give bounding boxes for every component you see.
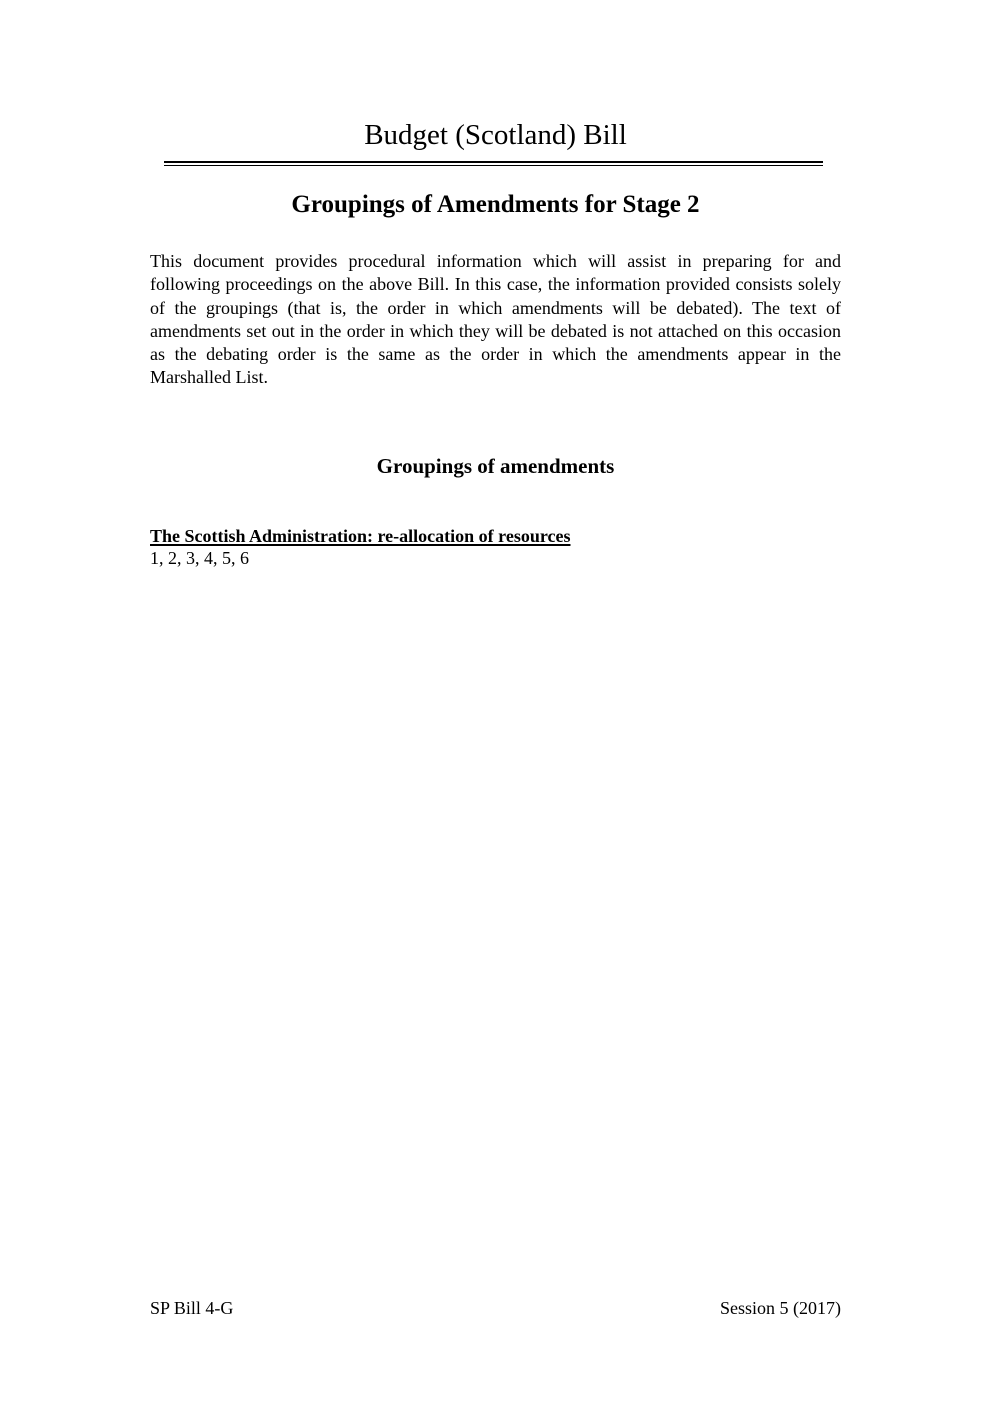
footer-bill-reference: SP Bill 4-G	[150, 1298, 234, 1318]
group-amendment-numbers: 1, 2, 3, 4, 5, 6	[150, 548, 249, 568]
intro-paragraph: This document provides procedural information which will assist in preparing for and following proceedings on the above Bill. In this case, the information provided consists solely of the groupings (that is, the order in which amendments will be debated). The text of amendments set out in the order in which they will be debated is not attached on this occasion as the debating order is the same as the order in which the amendments appear in the Marshalled List.	[150, 251, 841, 388]
section-heading: Groupings of amendments	[376, 454, 615, 478]
title-rule-thin	[164, 165, 823, 166]
group-title: The Scottish Administration: re-allocation of resources	[150, 526, 571, 546]
page-footer	[150, 1297, 841, 1319]
title-rule-thick	[164, 161, 823, 163]
document-subtitle: Groupings of Amendments for Stage 2	[291, 191, 700, 218]
footer-session: Session 5 (2017)	[720, 1298, 841, 1318]
document-title: Budget (Scotland) Bill	[364, 119, 627, 151]
amendment-group	[150, 525, 841, 569]
